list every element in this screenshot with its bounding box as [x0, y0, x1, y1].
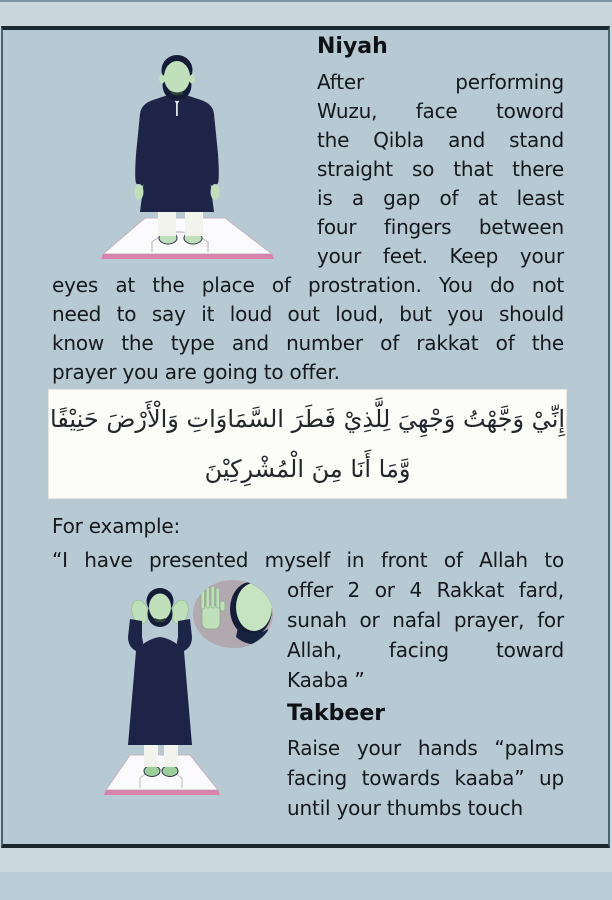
arabic-dua-box	[48, 389, 567, 499]
top-edge-line	[0, 0, 612, 2]
text-line: facing towards kaaba” up	[287, 766, 564, 790]
text-line: four fingers between	[317, 215, 564, 239]
text-line: Kaaba ”	[287, 668, 365, 692]
text-line: prayer you are going to offer.	[52, 360, 340, 384]
text-line: eyes at the place of prostration. You do not	[52, 273, 564, 297]
text-line: until your thumbs touch	[287, 796, 523, 820]
text-line: offer 2 or 4 Rakkat fard,	[287, 578, 564, 602]
page-content	[3, 30, 608, 844]
text-line: Allah, facing toward	[287, 638, 564, 662]
text-line: straight so that there	[317, 157, 564, 181]
text-line: sunah or nafal prayer, for	[287, 608, 564, 632]
niyah-heading: Niyah	[317, 34, 388, 59]
text-line: the Qibla and stand	[317, 128, 564, 152]
bottom-strip-dark	[0, 872, 612, 900]
bottom-strip-light	[0, 848, 612, 872]
text-line: Raise your hands “palms	[287, 736, 564, 760]
illustration-standing-man	[52, 34, 317, 260]
content-frame	[1, 26, 610, 848]
text-line: After performing	[317, 70, 564, 94]
text-line: your feet. Keep your	[317, 244, 564, 268]
takbeer-man-image	[52, 575, 287, 827]
text-line: know the type and number of rakkat of the	[52, 331, 564, 355]
takbeer-heading: Takbeer	[287, 701, 386, 726]
text-line: need to say it loud out loud, but you should	[52, 302, 564, 326]
text-line: is a gap of at least	[317, 186, 564, 210]
arabic-line-1: إِنِّيْ وَجَّهْتُ وَجْهِيَ لِلَّذِيْ فَطَرَ السَّمَاوَاتِ وَالْأَرْضَ حَنِيْفًا	[49, 405, 566, 433]
illustration-takbeer-man	[52, 575, 287, 827]
takbeer-section	[52, 545, 564, 823]
arabic-line-2: وَّمَا أَنَا مِنَ الْمُشْرِكِيْنَ	[204, 455, 411, 483]
standing-man-on-mat-image	[52, 34, 317, 260]
quote-first-line: “I have presented myself in front of Allah to	[52, 548, 564, 572]
text-line: Wuzu, face toword	[317, 99, 564, 123]
for-example-label: For example:	[52, 514, 181, 538]
